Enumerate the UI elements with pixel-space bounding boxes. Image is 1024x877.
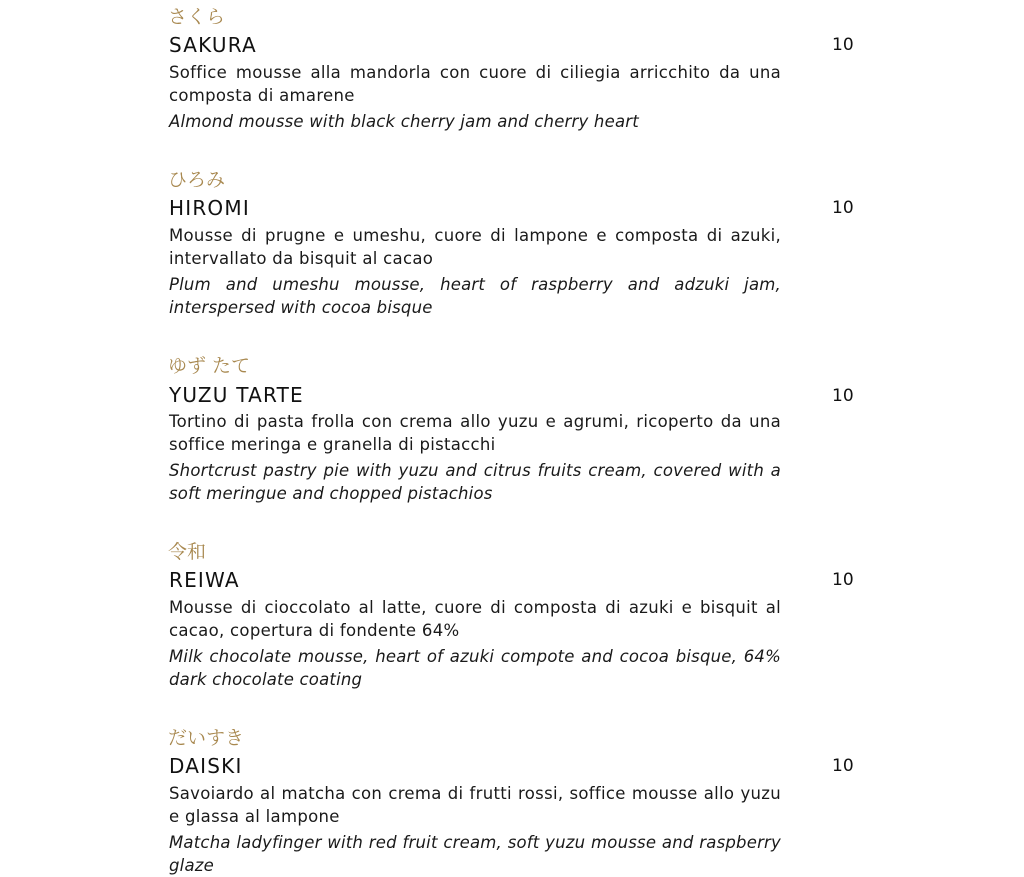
item-description-italian-text: Mousse di prugne e umeshu, cuore di lampone e composta di azuki, intervallato da bisquit al cacao xyxy=(169,226,781,268)
item-price: 10 xyxy=(832,756,854,776)
item-name: DAISKI xyxy=(169,754,243,778)
item-description-english: Almond mousse with black cherry jam and cherry heart xyxy=(169,112,639,131)
item-price: 10 xyxy=(832,570,854,590)
item-description-italian xyxy=(169,224,781,319)
item-name: HIROMI xyxy=(169,196,250,220)
item-japanese-name: ゆず たて xyxy=(168,355,251,377)
item-japanese-name: さくら xyxy=(168,6,226,28)
item-description-italian-text: Soffice mousse alla mandorla con cuore di ciliegia arricchito da una composta di amarene xyxy=(169,63,781,105)
item-description-italian-text: Mousse di cioccolato al latte, cuore di composta di azuki e bisquit al cacao, copertura di fondente 64% xyxy=(169,598,781,640)
item-description-english: Plum and umeshu mousse, heart of raspberry and adzuki jam, interspersed with cocoa bisque xyxy=(169,275,781,317)
item-japanese-name: ひろみ xyxy=(168,169,226,191)
item-price: 10 xyxy=(832,198,854,218)
item-description-english: Milk chocolate mousse, heart of azuki compote and cocoa bisque, 64% dark chocolate coating xyxy=(169,647,781,689)
item-description-english: Matcha ladyfinger with red fruit cream, soft yuzu mousse and raspberry glaze xyxy=(169,833,781,875)
item-description-italian-text: Tortino di pasta frolla con crema allo yuzu e agrumi, ricoperto da una soffice meringa e granella di pistacchi xyxy=(169,412,781,454)
item-name: REIWA xyxy=(169,568,240,592)
item-description-italian xyxy=(169,410,781,505)
item-price: 10 xyxy=(832,35,854,55)
item-name: SAKURA xyxy=(169,33,257,57)
item-description-italian xyxy=(169,782,781,877)
item-japanese-name: だいすき xyxy=(168,727,245,749)
item-name: YUZU TARTE xyxy=(169,383,304,407)
item-description-english: Shortcrust pastry pie with yuzu and citrus fruits cream, covered with a soft meringue and chopped pistachios xyxy=(169,461,781,503)
item-price: 10 xyxy=(832,386,854,406)
item-description-italian xyxy=(169,596,781,691)
item-description-italian xyxy=(169,61,781,133)
item-description-italian-text: Savoiardo al matcha con crema di frutti rossi, soffice mousse allo yuzu e glassa al lampone xyxy=(169,784,781,826)
item-japanese-name: 令和 xyxy=(168,541,207,563)
